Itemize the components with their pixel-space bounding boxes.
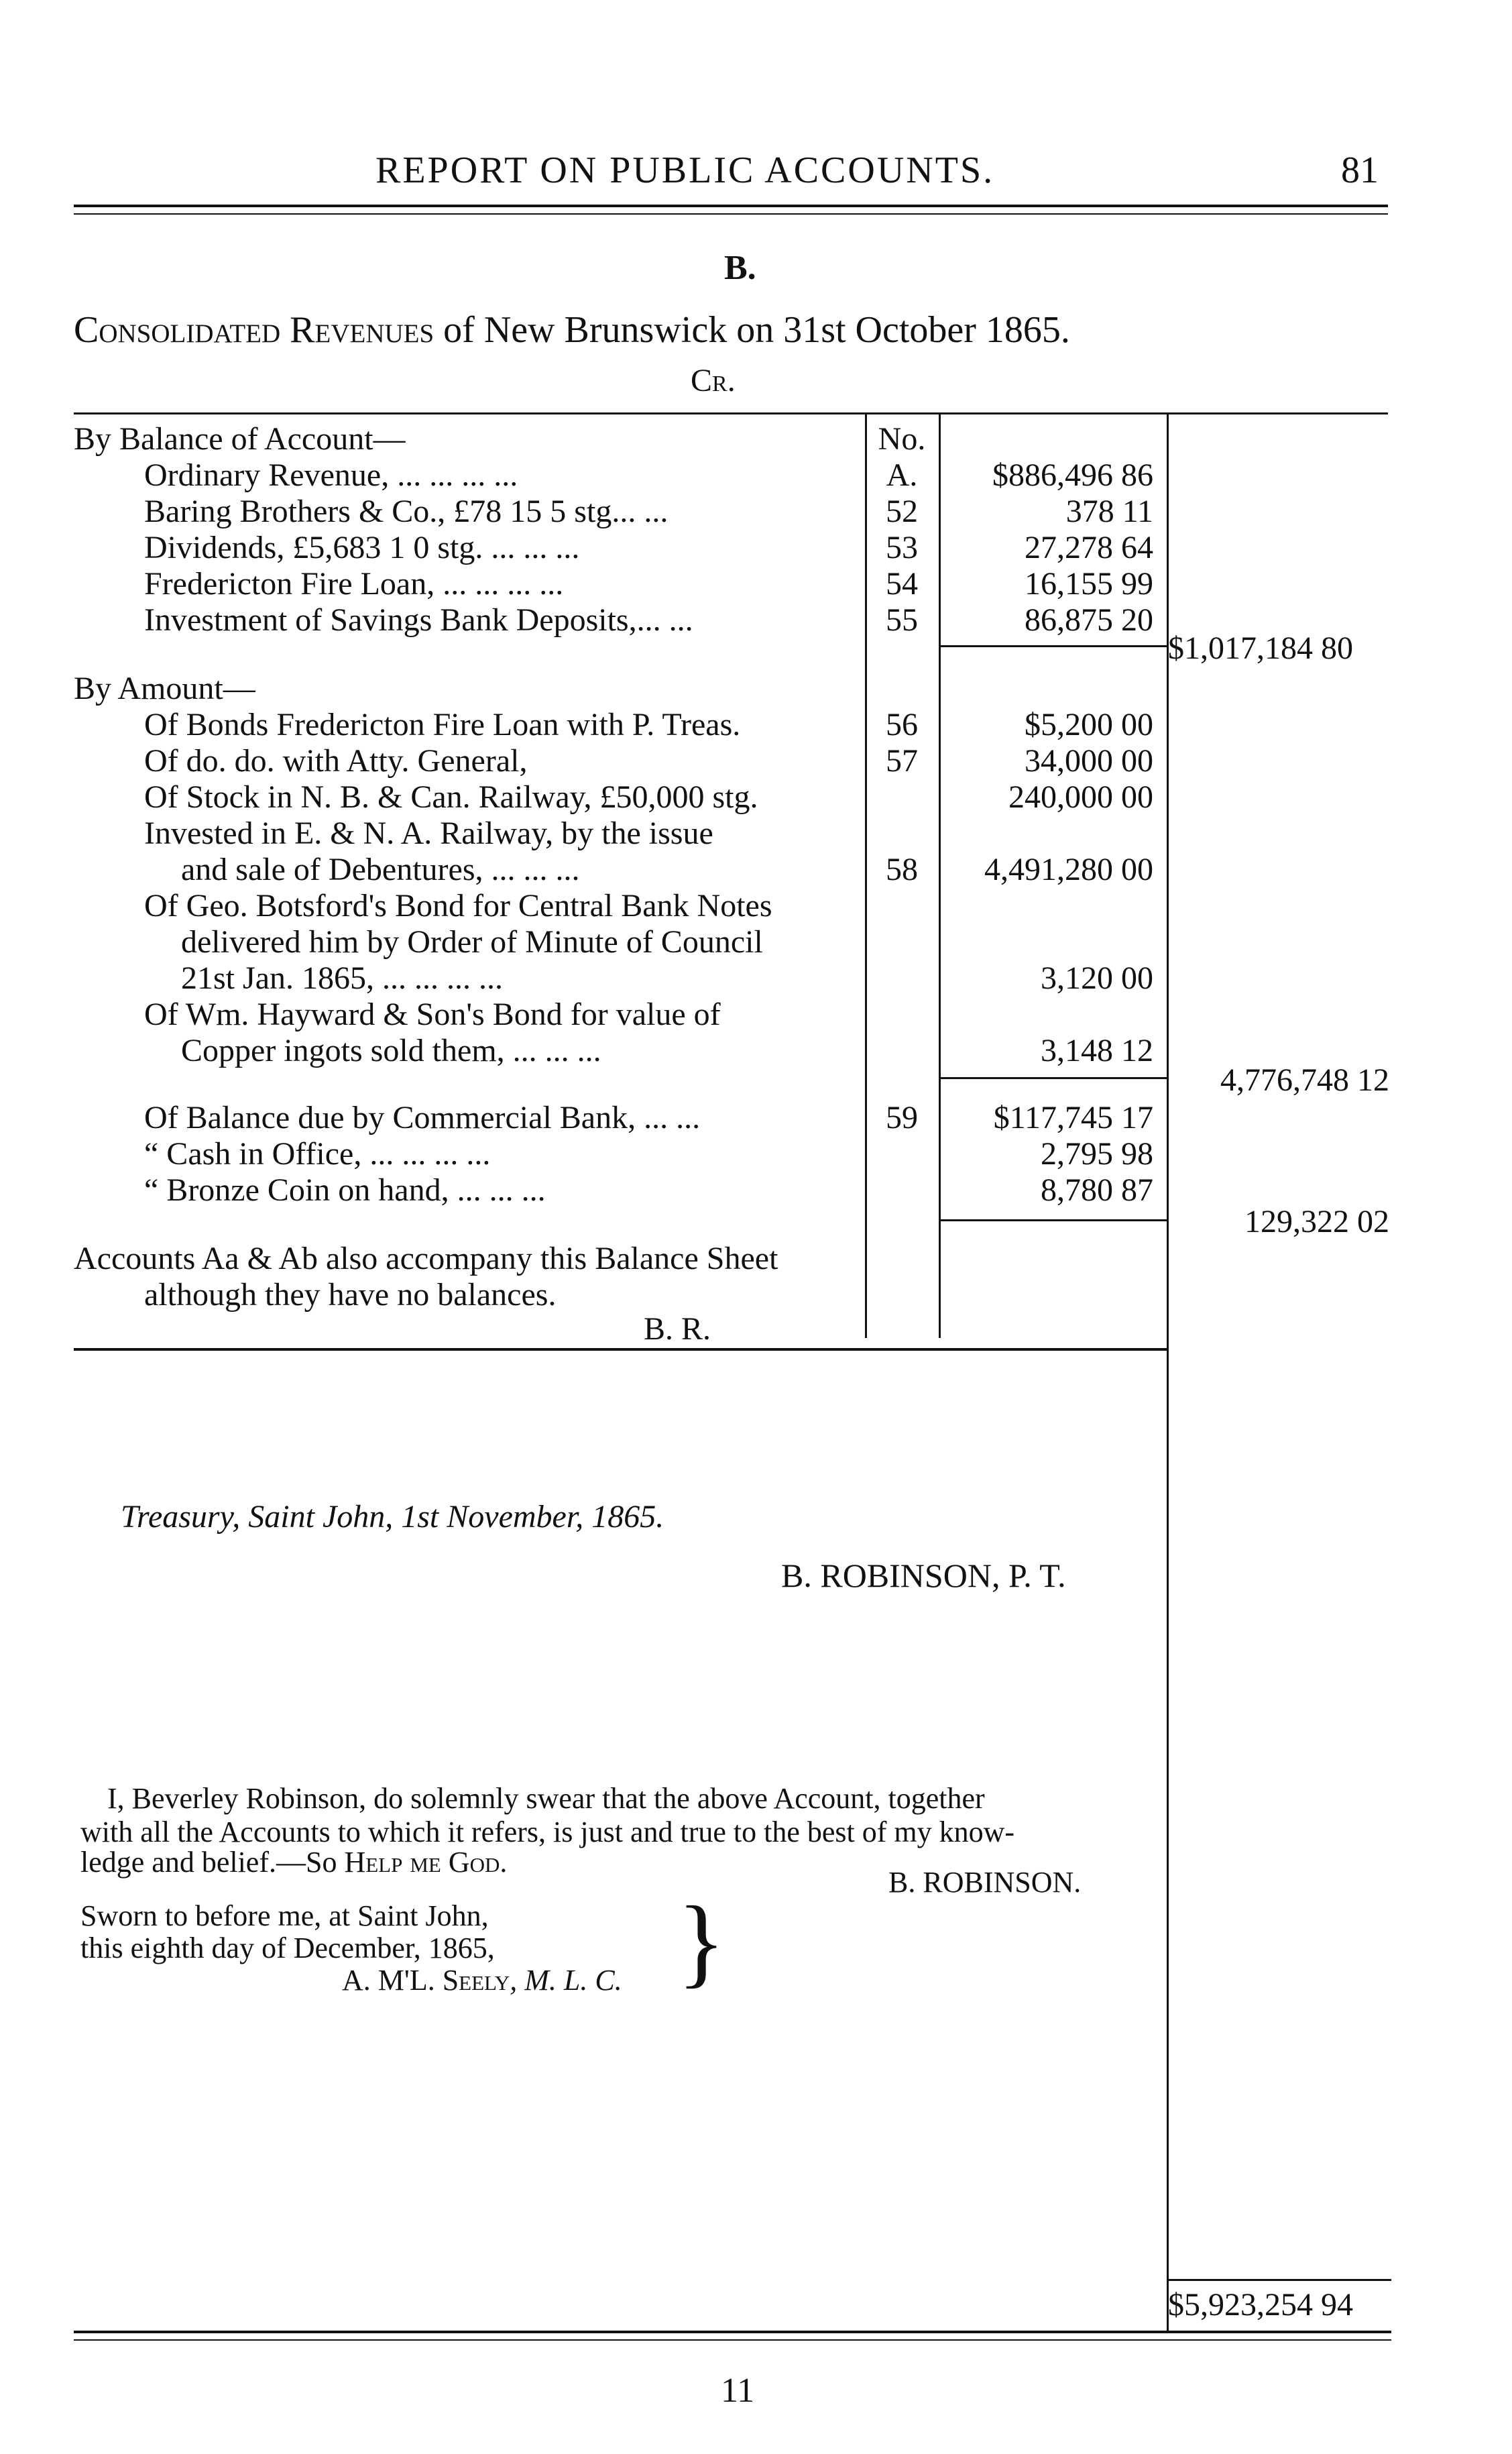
table-rule-top [74, 412, 1388, 414]
ledger-label: Of Wm. Hayward & Son's Bond for value of [144, 997, 721, 1032]
sworn-line-3 [342, 1962, 622, 1999]
balance-total: $1,017,184 80 [1168, 630, 1353, 666]
ledger-label: “ Cash in Office, ... ... ... ... [144, 1136, 491, 1172]
header-rule-top [74, 205, 1388, 207]
voucher-number: A. [886, 457, 918, 493]
ledger-label: Ordinary Revenue, ... ... ... ... [144, 457, 518, 493]
voucher-number: 52 [886, 494, 918, 529]
voucher-number: 57 [886, 743, 918, 779]
grand-total-rule [1167, 2279, 1391, 2281]
ledger-label: Of Bonds Fredericton Fire Loan with P. Treas. [144, 707, 741, 742]
sworn-line-2: this eighth day of December, 1865, [80, 1932, 495, 1964]
voucher-number: 55 [886, 602, 918, 638]
note-initials: B. R. [644, 1311, 711, 1347]
oath-signature: B. ROBINSON. [888, 1866, 1082, 1899]
ledger-amount: 8,780 87 [1041, 1172, 1153, 1208]
oath-line-3 [80, 1844, 507, 1881]
ledger-label: 21st Jan. 1865, ... ... ... ... [181, 960, 503, 996]
ledger-amount: 16,155 99 [1025, 566, 1153, 602]
footer-rule-top [74, 2331, 1391, 2333]
note-line-2: although they have no balances. [144, 1277, 557, 1313]
ledger-label: Invested in E. & N. A. Railway, by the issue [144, 816, 713, 851]
place-date: Treasury, Saint John, 1st November, 1865. [121, 1499, 664, 1535]
amount-heading: By Amount— [74, 671, 255, 706]
ledger-amount: 86,875 20 [1025, 602, 1153, 638]
voucher-number: 56 [886, 707, 918, 742]
ledger-amount: 3,120 00 [1041, 960, 1153, 996]
bank-total: 129,322 02 [1244, 1204, 1389, 1239]
subtotal-rule [939, 1077, 1167, 1079]
report-title: REPORT ON PUBLIC ACCOUNTS. [375, 150, 995, 191]
ledger-label: Of Geo. Botsford's Bond for Central Bank Notes [144, 888, 772, 924]
section-letter: B. [724, 249, 756, 287]
voucher-number: 54 [886, 566, 918, 602]
commissioner-name: Seely [442, 1964, 510, 1997]
footer-number: 11 [721, 2372, 755, 2410]
voucher-number: 58 [886, 852, 918, 887]
commissioner-title: , M. L. C. [510, 1964, 622, 1997]
voucher-number: 59 [886, 1100, 918, 1135]
oath-line-2: with all the Accounts to which it refers, is just and true to the best of my know- [80, 1816, 1015, 1848]
balance-heading: By Balance of Account— [74, 421, 406, 457]
ledger-label: “ Bronze Coin on hand, ... ... ... [144, 1172, 546, 1208]
ledger-amount: $5,200 00 [1025, 707, 1153, 742]
subtotal-rule [939, 1219, 1167, 1221]
note-line-1: Accounts Aa & Ab also accompany this Balance Sheet [74, 1241, 778, 1276]
ledger-label: Investment of Savings Bank Deposits,... ... [144, 602, 693, 638]
footer-rule-bottom [74, 2339, 1391, 2341]
column-line-3 [1167, 412, 1169, 2331]
ledger-amount: $886,496 86 [992, 457, 1153, 493]
ledger-label: Copper ingots sold them, ... ... ... [181, 1033, 601, 1068]
header-rule-bottom [74, 213, 1388, 215]
document-title-rest: of New Brunswick on 31st October 1865. [434, 309, 1070, 351]
oath-line-3-caps: Help me God. [344, 1846, 508, 1879]
sworn-line-1: Sworn to before me, at Saint John, [80, 1899, 489, 1932]
document-title [74, 309, 1070, 351]
amount-total: 4,776,748 12 [1220, 1062, 1389, 1098]
ledger-label: Of do. do. with Atty. General, [144, 743, 528, 779]
document-title-caps: Consolidated Revenues [74, 309, 434, 351]
subtotal-rule [939, 645, 1167, 647]
ledger-amount: 3,148 12 [1041, 1033, 1153, 1068]
ledger-label: Of Stock in N. B. & Can. Railway, £50,000 stg. [144, 779, 758, 815]
no-column-header: No. [878, 421, 926, 457]
ledger-label: Dividends, £5,683 1 0 stg. ... ... ... [144, 530, 580, 565]
oath-line-1: I, Beverley Robinson, do solemnly swear that the above Account, together [107, 1782, 985, 1815]
ledger-amount: 2,795 98 [1041, 1136, 1153, 1172]
ledger-amount: 34,000 00 [1025, 743, 1153, 779]
table-rule-bottom [74, 1348, 1167, 1351]
ledger-amount: 4,491,280 00 [984, 852, 1153, 887]
ledger-label: and sale of Debentures, ... ... ... [181, 852, 580, 887]
oath-line-3-text: ledge and belief.—So [80, 1846, 345, 1879]
grand-total: $5,923,254 94 [1168, 2287, 1353, 2323]
commissioner-initials: A. M'L. [342, 1964, 443, 1997]
voucher-number: 53 [886, 530, 918, 565]
ledger-label: Baring Brothers & Co., £78 15 5 stg... ... [144, 494, 668, 529]
ledger-amount: 27,278 64 [1025, 530, 1153, 565]
page-number: 81 [1341, 150, 1379, 191]
ledger-amount: $117,745 17 [993, 1100, 1153, 1135]
ledger-label: delivered him by Order of Minute of Council [181, 924, 763, 960]
ledger-label: Fredericton Fire Loan, ... ... ... ... [144, 566, 564, 602]
brace-icon: } [677, 1886, 725, 1997]
ledger-amount: 378 11 [1065, 494, 1153, 529]
treasurer-signature: B. ROBINSON, P. T. [781, 1557, 1066, 1594]
ledger-label: Of Balance due by Commercial Bank, ... ... [144, 1100, 701, 1135]
credit-label: Cr. [691, 363, 736, 398]
ledger-amount: 240,000 00 [1008, 779, 1153, 815]
